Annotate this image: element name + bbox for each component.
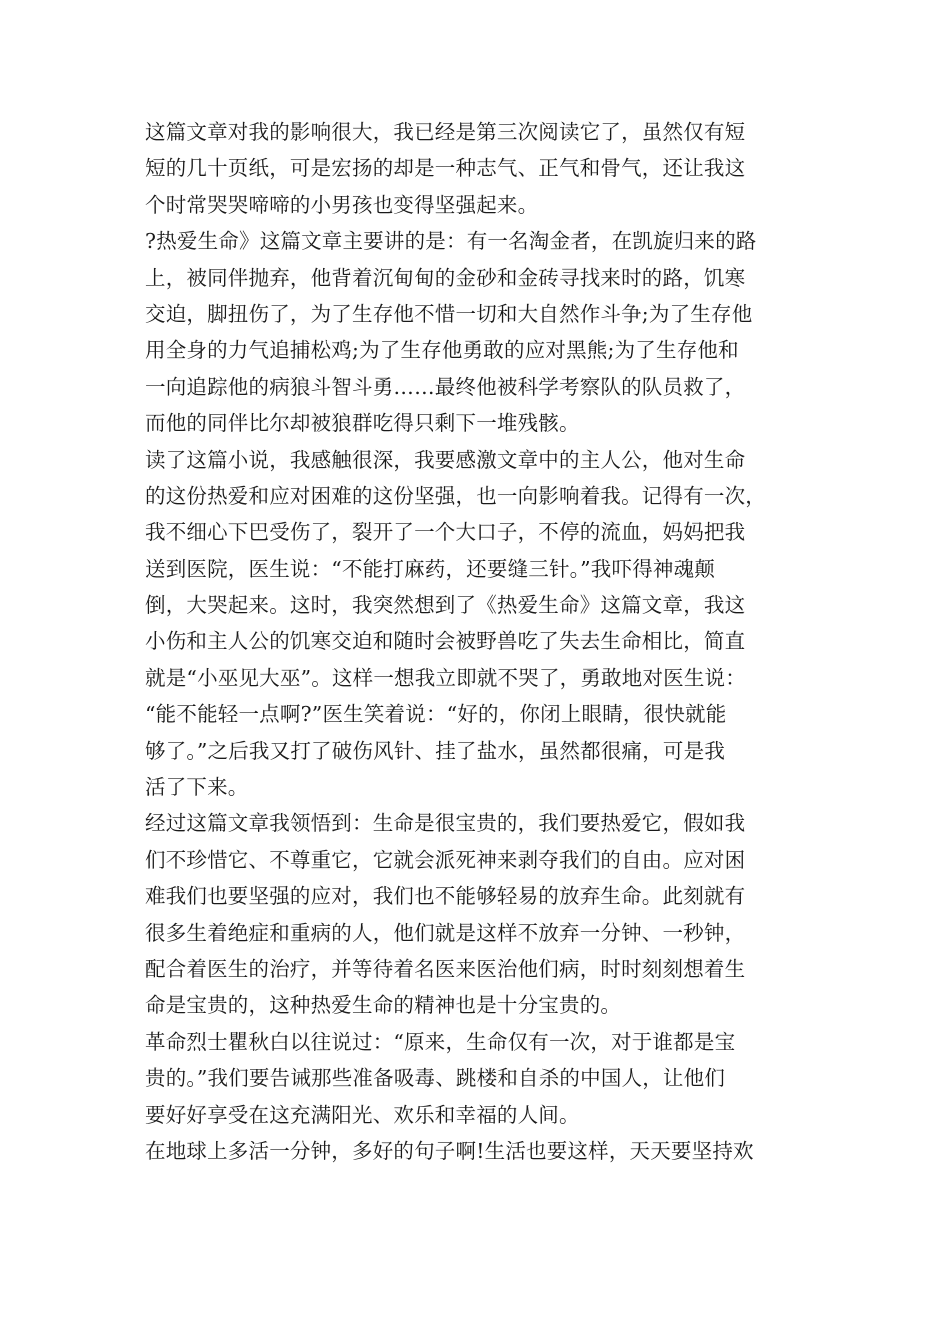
text-line: 短的几十页纸，可是宏扬的却是一种志气、正气和骨气，还让我这 — [145, 156, 746, 181]
text-line: 贵的。”我们要告诫那些准备吸毒、跳楼和自杀的中国人，让他们 — [145, 1066, 726, 1091]
text-line: 们不珍惜它、不尊重它，它就会派死神来剥夺我们的自由。应对困 — [145, 847, 746, 872]
text-line: 小伤和主人公的饥寒交迫和随时会被野兽吃了失去生命相比，简直 — [145, 629, 746, 654]
text-line: 配合着医生的治疗，并等待着名医来医治他们病，时时刻刻想着生 — [145, 956, 746, 981]
text-line: 的这份热爱和应对困难的这份坚强，也一向影响着我。记得有一次， — [145, 483, 766, 508]
text-line: 个时常哭哭啼啼的小男孩也变得坚强起来。 — [145, 192, 539, 217]
text-line: 革命烈士瞿秋白以往说过：“原来，生命仅有一次，对于谁都是宝 — [145, 1029, 736, 1054]
text-line: 一向追踪他的病狼斗智斗勇……最终他被科学考察队的队员救了， — [145, 374, 746, 399]
text-line: ?热爱生命》这篇文章主要讲的是：有一名淘金者，在凯旋归来的路 — [145, 229, 757, 254]
text-line: 这篇文章对我的影响很大，我已经是第三次阅读它了，虽然仅有短 — [145, 120, 746, 144]
text-line: 在地球上多活一分钟，多好的句子啊!生活也要这样，天天要坚持欢 — [145, 1138, 754, 1163]
text-line: “能不能轻一点啊?”医生笑着说：“好的，你闭上眼睛，很快就能 — [145, 702, 727, 727]
text-line: 而他的同伴比尔却被狼群吃得只剩下一堆残骸。 — [145, 411, 580, 436]
text-line: 要好好享受在这充满阳光、欢乐和幸福的人间。 — [145, 1102, 580, 1127]
text-line: 上，被同伴抛弃，他背着沉甸甸的金砂和金砖寻找来时的路，饥寒 — [145, 265, 746, 290]
text-line: 我不细心下巴受伤了，裂开了一个大口子，不停的流血，妈妈把我 — [145, 520, 746, 545]
text-line: 就是“小巫见大巫”。这样一想我立即就不哭了，勇敢地对医生说： — [145, 665, 746, 690]
text-line: 用全身的力气追捕松鸡;为了生存他勇敢的应对黑熊;为了生存他和 — [145, 338, 739, 363]
text-line: 难我们也要坚强的应对，我们也不能够轻易的放弃生命。此刻就有 — [145, 884, 746, 909]
text-line: 送到医院，医生说：“不能打麻药，还要缝三针。”我吓得神魂颠 — [145, 556, 716, 581]
text-line: 倒，大哭起来。这时，我突然想到了《热爱生命》这篇文章，我这 — [145, 593, 746, 618]
text-line: 命是宝贵的，这种热爱生命的精神也是十分宝贵的。 — [145, 993, 622, 1018]
text-line: 很多生着绝症和重病的人，他们就是这样不放弃一分钟、一秒钟， — [145, 920, 746, 945]
text-line: 活了下来。 — [145, 775, 249, 800]
text-line: 经过这篇文章我领悟到：生命是很宝贵的，我们要热爱它，假如我 — [145, 811, 746, 836]
text-line: 交迫，脚扭伤了，为了生存他不惜一切和大自然作斗争;为了生存他 — [145, 301, 753, 326]
text-line: 读了这篇小说，我感触很深，我要感激文章中的主人公，他对生命 — [145, 447, 746, 472]
essay-body — [145, 114, 805, 1169]
text-line: 够了。”之后我又打了破伤风针、挂了盐水，虽然都很痛，可是我 — [145, 738, 726, 763]
